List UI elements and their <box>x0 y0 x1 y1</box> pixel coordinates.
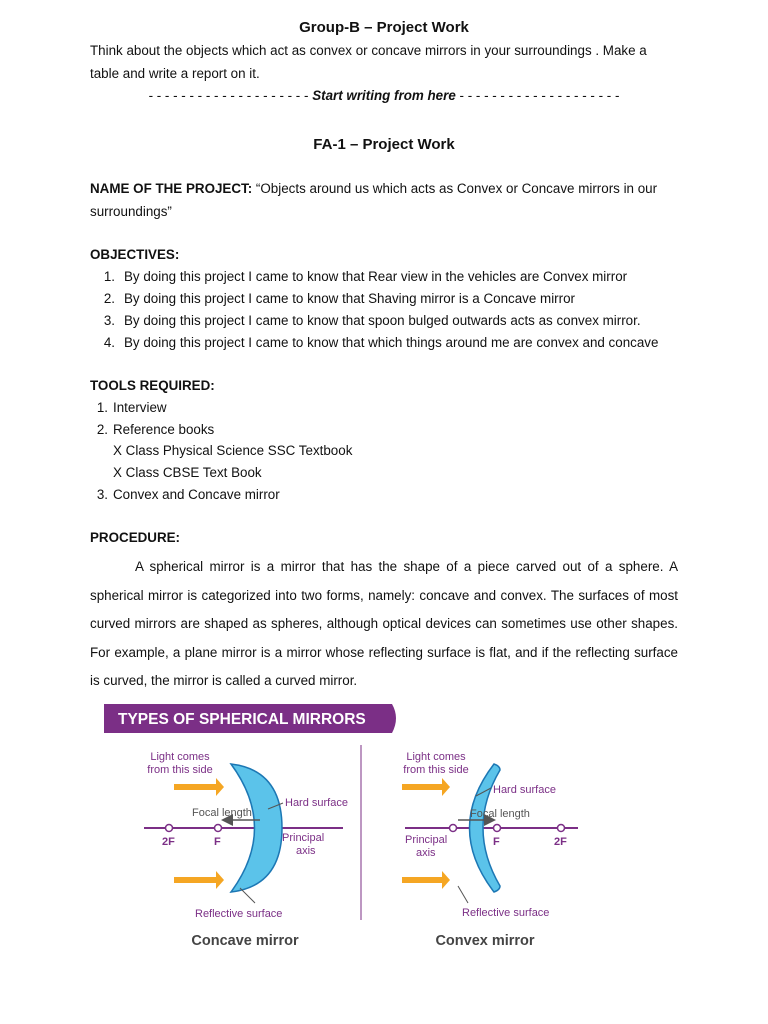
divider-dashes-right: - - - - - - - - - - - - - - - - - - - - <box>459 88 620 103</box>
focal-length-label: Focal length <box>470 808 530 820</box>
concave-caption: Concave mirror <box>191 933 299 949</box>
tool-item <box>90 422 214 437</box>
mirror-pole-point <box>450 825 457 832</box>
tool-number: 3. <box>96 487 108 502</box>
principal-axis-label: axis <box>416 847 436 859</box>
label-2f: 2F <box>554 836 567 848</box>
tool-item <box>90 400 167 415</box>
project-name <box>90 181 657 196</box>
principal-axis-label: Principal <box>282 832 325 844</box>
procedure-paragraph: A spherical mirror is a mirror that has the shape of a piece carved out of a sphere. A spherical mirror is categorized into two forms, namely: concave and convex. The surfaces of most curved mirrors are shaped as spheres, although optical devices can sometimes use other shapes. For example, a plane mirror is a mirror whose reflecting surface is flat, and if the reflecting surface is curved, the mirror is called a curved mirror. <box>90 559 678 689</box>
divider-text: Start writing from here <box>312 88 456 103</box>
project-name-label: NAME OF THE PROJECT: <box>90 181 253 196</box>
group-title: Group-B – Project Work <box>299 19 469 36</box>
objective-item <box>90 313 641 328</box>
objective-text: By doing this project I came to know that spoon bulged outwards acts as convex mirror. <box>124 313 641 328</box>
tool-number: 2. <box>96 422 108 437</box>
project-name-value: “Objects around us which acts as Convex or Concave mirrors in our <box>255 181 658 196</box>
banner-title: TYPES OF SPHERICAL MIRRORS <box>118 711 366 728</box>
hard-surface-label: Hard surface <box>285 797 348 809</box>
light-label: Light comes <box>406 751 466 763</box>
objective-number: 4. <box>103 335 115 350</box>
tool-text: Interview <box>113 400 167 415</box>
reflective-surface-label: Reflective surface <box>195 908 283 920</box>
mirror-diagram <box>100 700 580 962</box>
point-f <box>494 825 501 832</box>
objective-item <box>90 291 575 306</box>
light-arrow-icon <box>402 778 450 796</box>
fa-title: FA-1 – Project Work <box>313 136 455 153</box>
principal-axis-label: axis <box>296 845 316 857</box>
label-2f: 2F <box>162 836 175 848</box>
objective-number: 1. <box>103 269 115 284</box>
light-arrow-icon <box>174 778 224 796</box>
leader-line <box>240 888 255 903</box>
objective-item <box>90 269 627 284</box>
concave-mirror-diagram <box>144 751 348 949</box>
point-2f <box>558 825 565 832</box>
label-f: F <box>493 836 500 848</box>
tool-subitem: X Class Physical Science SSC Textbook <box>113 443 353 458</box>
project-name-continued: surroundings” <box>90 204 172 219</box>
convex-caption: Convex mirror <box>435 933 535 949</box>
tool-text: Convex and Concave mirror <box>113 487 280 502</box>
principal-axis-label: Principal <box>405 834 448 846</box>
divider-dashes-left: - - - - - - - - - - - - - - - - - - - - <box>148 88 309 103</box>
intro-line-2: table and write a report on it. <box>90 66 260 81</box>
light-label: from this side <box>403 764 469 776</box>
objective-text: By doing this project I came to know that Rear view in the vehicles are Convex mirror <box>124 269 628 284</box>
point-2f <box>166 825 173 832</box>
objective-text: By doing this project I came to know that Shaving mirror is a Concave mirror <box>124 291 575 306</box>
light-arrow-icon <box>174 871 224 889</box>
objectives-heading: OBJECTIVES: <box>90 247 180 262</box>
convex-mirror-diagram <box>402 751 578 949</box>
tool-number: 1. <box>96 400 108 415</box>
procedure-heading: PROCEDURE: <box>90 530 181 545</box>
leader-line <box>458 886 468 903</box>
objective-number: 3. <box>103 313 115 328</box>
light-arrow-icon <box>402 871 450 889</box>
objective-text: By doing this project I came to know that which things around me are convex and concave <box>124 335 659 350</box>
tool-subitem: X Class CBSE Text Book <box>113 465 262 480</box>
spherical-mirrors-figure <box>100 700 580 962</box>
intro-line-1: Think about the objects which act as convex or concave mirrors in your surroundings . Make a <box>90 43 647 58</box>
start-writing-divider <box>90 88 678 103</box>
objective-number: 2. <box>103 291 115 306</box>
light-label: from this side <box>147 764 213 776</box>
objective-item <box>90 335 658 350</box>
tool-text: Reference books <box>113 422 215 437</box>
label-f: F <box>214 836 221 848</box>
tool-item <box>90 487 280 502</box>
reflective-surface-label: Reflective surface <box>462 907 550 919</box>
point-f <box>215 825 222 832</box>
hard-surface-label: Hard surface <box>493 784 556 796</box>
focal-length-label: Focal length <box>192 807 252 819</box>
light-label: Light comes <box>150 751 210 763</box>
tools-heading: TOOLS REQUIRED: <box>90 378 215 393</box>
